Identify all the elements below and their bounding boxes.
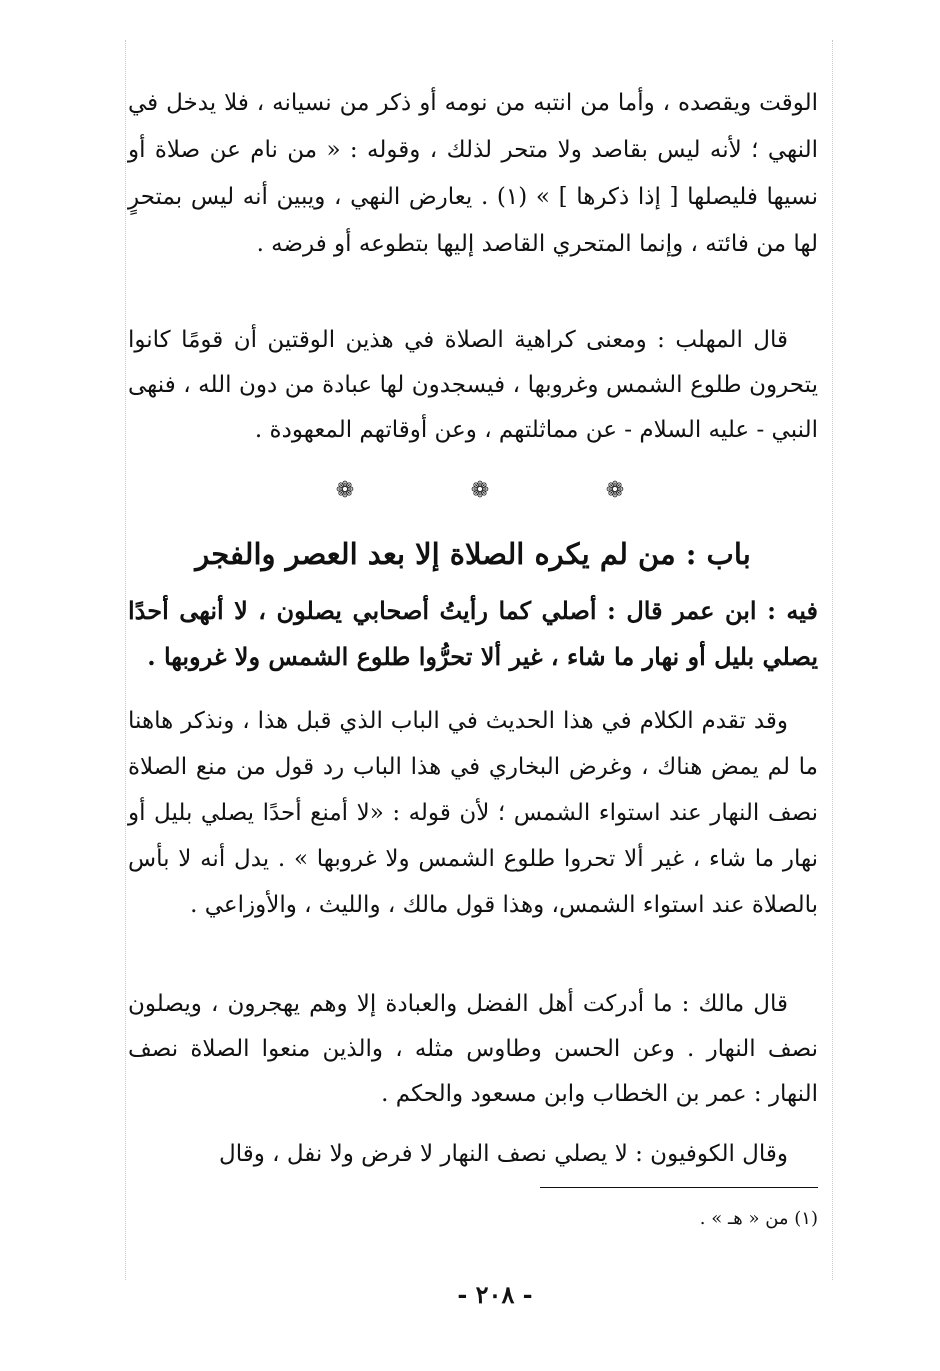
paragraph-3	[128, 698, 818, 928]
separator-star-icon: ❁	[470, 478, 490, 503]
paragraph-1: الوقت ويقصده ، وأما من انتبه من نومه أو ذكر من نسيانه ، فلا يدخل في النهي ؛ لأنه ليس بقاصد ولا متحر لذلك ، وقوله : « من نام عن صلاة أو نسيها فليصلها [ إذا ذكرها ] » (١) . يعارض النهي ، ويبين أنه ليس بمتحرٍ لها من فائته ، وإنما المتحري القاصد إليها بتطوعه أو فرضه .	[128, 90, 818, 257]
paragraph-4-text: قال مالك : ما أدركت أهل الفضل والعبادة إلا وهم يهجرون ، ويصلون نصف النهار . وعن الحسن وطاوس مثله ، والذين منعوا الصلاة نصف النهار : عمر بن الخطاب وابن مسعود والحكم .	[128, 991, 818, 1107]
chapter-heading: باب : من لم يكره الصلاة إلا بعد العصر والفجر	[195, 537, 751, 571]
page-number: - ٢٠٨ -	[457, 1280, 533, 1309]
footnote: (١) من « هـ » .	[699, 1208, 818, 1229]
paragraph-5	[128, 1132, 818, 1177]
section-separator	[330, 478, 630, 508]
paragraph-2-text: قال المهلب : ومعنى كراهية الصلاة في هذين الوقتين أن قومًا كانوا يتحرون طلوع الشمس وغروبها ، فيسجدون لها عبادة من دون الله ، فنهى النبي - عليه السلام - عن مماثلتهم ، وعن أوقاتهم المعهودة .	[128, 327, 818, 443]
scan-margin-dots-right	[832, 40, 833, 1280]
footnote-divider	[540, 1187, 818, 1188]
paragraph-3-text: وقد تقدم الكلام في هذا الحديث في الباب الذي قبل هذا ، ونذكر هاهنا ما لم يمض هناك ، وغرض البخاري في هذا الباب رد قول من منع الصلاة نصف النهار عند استواء الشمس ؛ لأن قوله : «لا أمنع أحدًا يصلي بليل أو نهار ما شاء ، غير ألا تحروا طلوع الشمس ولا غروبها » . يدل أنه لا بأس بالصلاة عند استواء الشمس، وهذا قول مالك ، والليث ، والأوزاعي .	[128, 708, 818, 918]
separator-star-icon: ❁	[335, 478, 355, 503]
paragraph-5-text: وقال الكوفيون : لا يصلي نصف النهار لا فرض ولا نفل ، وقال	[219, 1141, 788, 1167]
scan-margin-dots-left	[125, 40, 126, 1280]
hadith-text: فيه : ابن عمر قال : أصلي كما رأيتُ أصحابي يصلون ، لا أنهى أحدًا يصلي بليل أو نهار ما شاء ، غير ألا تحرُّوا طلوع الشمس ولا غروبها .	[128, 596, 818, 671]
paragraph-4	[128, 982, 818, 1117]
separator-star-icon: ❁	[605, 478, 625, 503]
paragraph-2	[128, 318, 818, 453]
